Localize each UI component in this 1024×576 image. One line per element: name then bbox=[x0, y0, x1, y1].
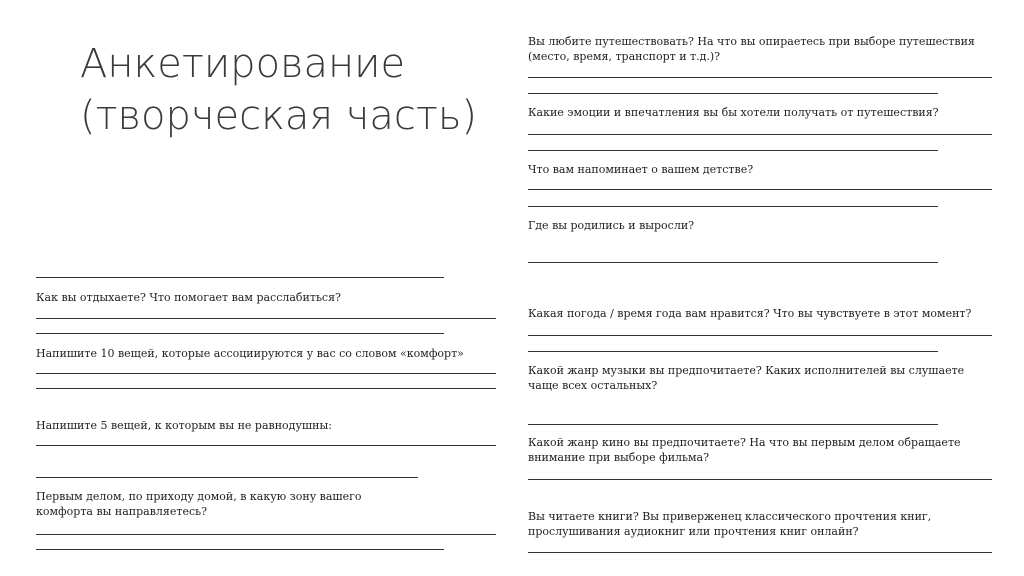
answer-line bbox=[36, 534, 496, 535]
answer-line bbox=[528, 150, 938, 151]
answer-line bbox=[528, 77, 992, 78]
answer-line bbox=[528, 189, 992, 190]
answer-line bbox=[528, 351, 938, 352]
slide-title bbox=[80, 38, 477, 142]
question-music: Какой жанр музыки вы предпочитаете? Каких исполнителей вы слушаете чаще всех остальных? bbox=[528, 364, 965, 392]
answer-line bbox=[528, 479, 992, 480]
question-comfort-words: Напишите 10 вещей, которые ассоциируются у вас со словом «комфорт» bbox=[36, 347, 464, 360]
question-books: Вы читаете книги? Вы приверженец классического прочтения книг, прослушивания аудиокниг или прочтения книг онлайн? bbox=[528, 510, 932, 538]
question-childhood: Что вам напоминает о вашем детстве? bbox=[528, 163, 754, 176]
answer-line bbox=[36, 277, 444, 278]
question-cinema: Какой жанр кино вы предпочитаете? На что вы первым делом обращаете внимание при выборе фильма? bbox=[528, 436, 961, 464]
answer-line bbox=[528, 335, 992, 336]
answer-line bbox=[528, 424, 938, 425]
question-travel: Вы любите путешествовать? На что вы опираетесь при выборе путешествия (место, время, транспорт и т.д.)? bbox=[528, 35, 975, 63]
question-travel-emotions: Какие эмоции и впечатления вы бы хотели получать от путешествия? bbox=[528, 106, 939, 119]
answer-line bbox=[36, 373, 496, 374]
answer-line bbox=[528, 262, 938, 263]
answer-line bbox=[36, 445, 496, 446]
answer-line bbox=[36, 477, 418, 478]
question-not-indifferent: Напишите 5 вещей, к которым вы не равнодушны: bbox=[36, 419, 332, 432]
answer-line bbox=[36, 388, 496, 389]
question-birthplace: Где вы родились и выросли? bbox=[528, 219, 695, 232]
slide-title-line-1: Анкетирование bbox=[80, 41, 406, 87]
slide-title-line-2: (творческая часть) bbox=[80, 93, 478, 139]
answer-line bbox=[36, 318, 496, 319]
answer-line bbox=[528, 93, 938, 94]
answer-line bbox=[36, 333, 444, 334]
answer-line bbox=[36, 549, 444, 550]
answer-line bbox=[528, 552, 992, 553]
answer-line bbox=[528, 206, 938, 207]
answer-line bbox=[528, 134, 992, 135]
question-weather: Какая погода / время года вам нравится? Что вы чувствуете в этот момент? bbox=[528, 307, 972, 320]
question-comfort-zone: Первым делом, по приходу домой, в какую зону вашего комфорта вы направляетесь? bbox=[36, 490, 362, 518]
question-relax: Как вы отдыхаете? Что помогает вам расслабиться? bbox=[36, 291, 341, 304]
